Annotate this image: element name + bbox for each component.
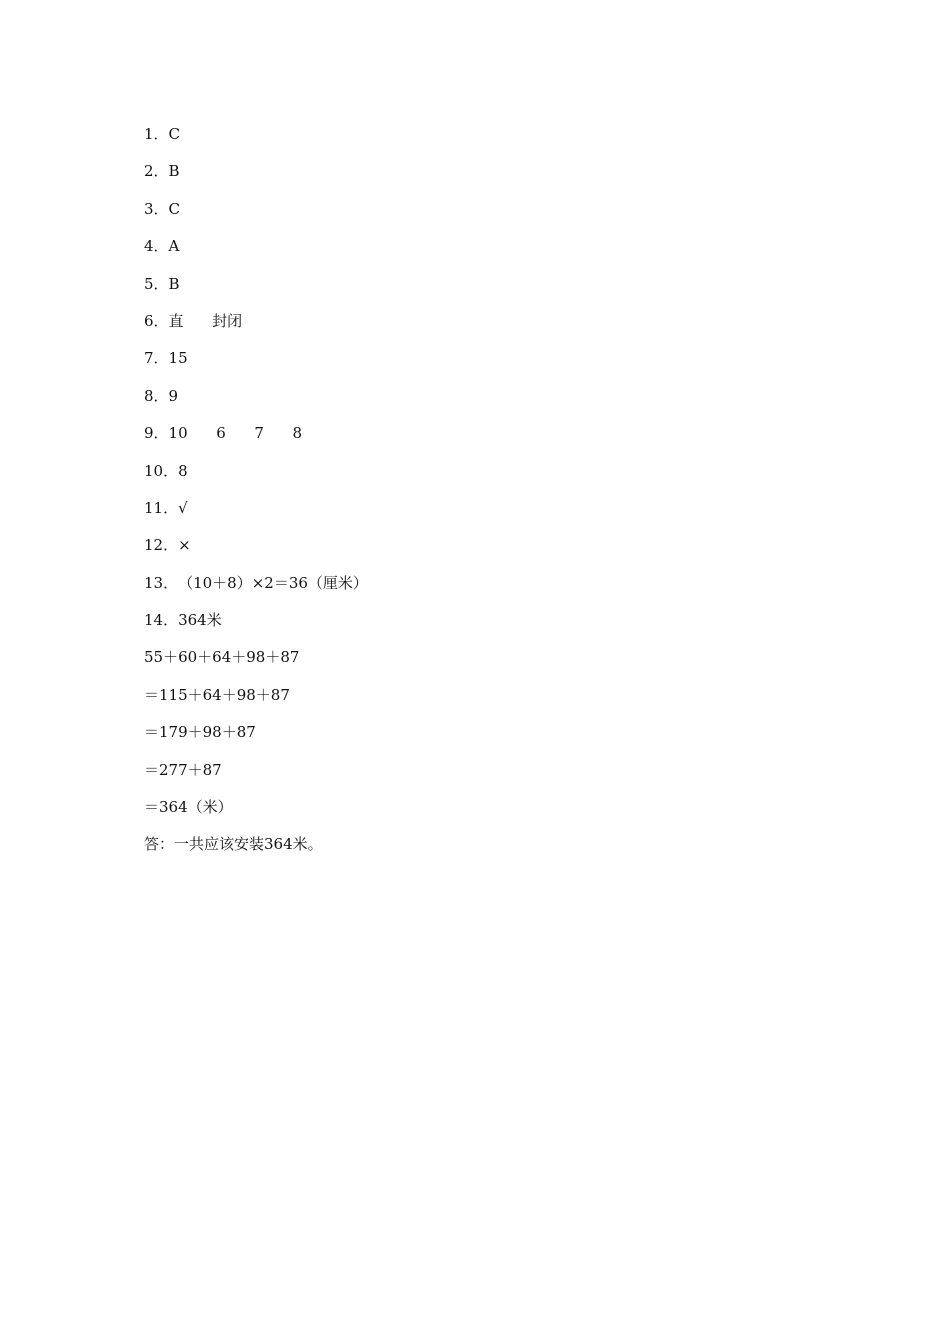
answer-number: 3． [144, 199, 169, 218]
answer-line-13 [144, 570, 844, 607]
answer-line-6 [144, 308, 844, 345]
answer-line-12 [144, 532, 844, 569]
answer-line-4 [144, 233, 844, 270]
answer-line-7 [144, 345, 844, 382]
answer-number: 6． [144, 311, 169, 330]
answer-text: （10＋8）×2＝36（厘米） [178, 573, 368, 592]
answer-line-8 [144, 383, 844, 420]
answer-number: 9． [144, 424, 169, 443]
solution-answer: 答：一共应该安装364米。 [144, 835, 323, 854]
answer-number: 8． [144, 386, 169, 405]
solution-step-3: ＝179＋98＋87 [144, 723, 256, 742]
answer-number: 1． [144, 125, 169, 143]
answer-line-9 [144, 420, 844, 457]
answer-line-11 [144, 495, 844, 532]
answer-line-1 [144, 121, 844, 158]
answer-text: 10 6 7 8 [168, 424, 303, 443]
answer-text: B [168, 274, 180, 293]
answer-number: 2． [144, 162, 169, 181]
solution-step-1: 55＋60＋64＋98＋87 [144, 648, 300, 667]
answer-line-10 [144, 458, 844, 495]
answer-number: 7． [144, 349, 169, 368]
answer-text: × [178, 536, 191, 555]
answer-number: 12． [144, 536, 179, 555]
answer-text: 8 [178, 461, 188, 480]
answer-text: 9 [168, 386, 179, 405]
answer-text: 364米 [178, 611, 222, 630]
answer-number: 14． [144, 611, 179, 630]
answer-line-5 [144, 271, 844, 308]
answer-number: 10． [144, 461, 179, 480]
answer-text: 15 [168, 349, 188, 368]
answer-text: C [168, 125, 181, 143]
answer-text: B [168, 162, 180, 181]
answer-line-2 [144, 158, 844, 195]
answer-number: 4． [144, 237, 169, 256]
answer-list [144, 121, 844, 869]
solution-step-4: ＝277＋87 [144, 760, 222, 779]
answer-text: A [168, 237, 180, 256]
answer-line-3 [144, 196, 844, 233]
answer-text: 直 封闭 [168, 311, 243, 330]
answer-number: 5． [144, 274, 169, 293]
answer-line-14 [144, 607, 844, 644]
answer-number: 11． [144, 498, 179, 517]
solution-step-5: ＝364（米） [144, 798, 233, 817]
answer-number: 13． [144, 573, 179, 592]
answer-text: √ [178, 498, 188, 517]
answer-text: C [168, 199, 181, 218]
solution-step-2: ＝115＋64＋98＋87 [144, 685, 290, 704]
